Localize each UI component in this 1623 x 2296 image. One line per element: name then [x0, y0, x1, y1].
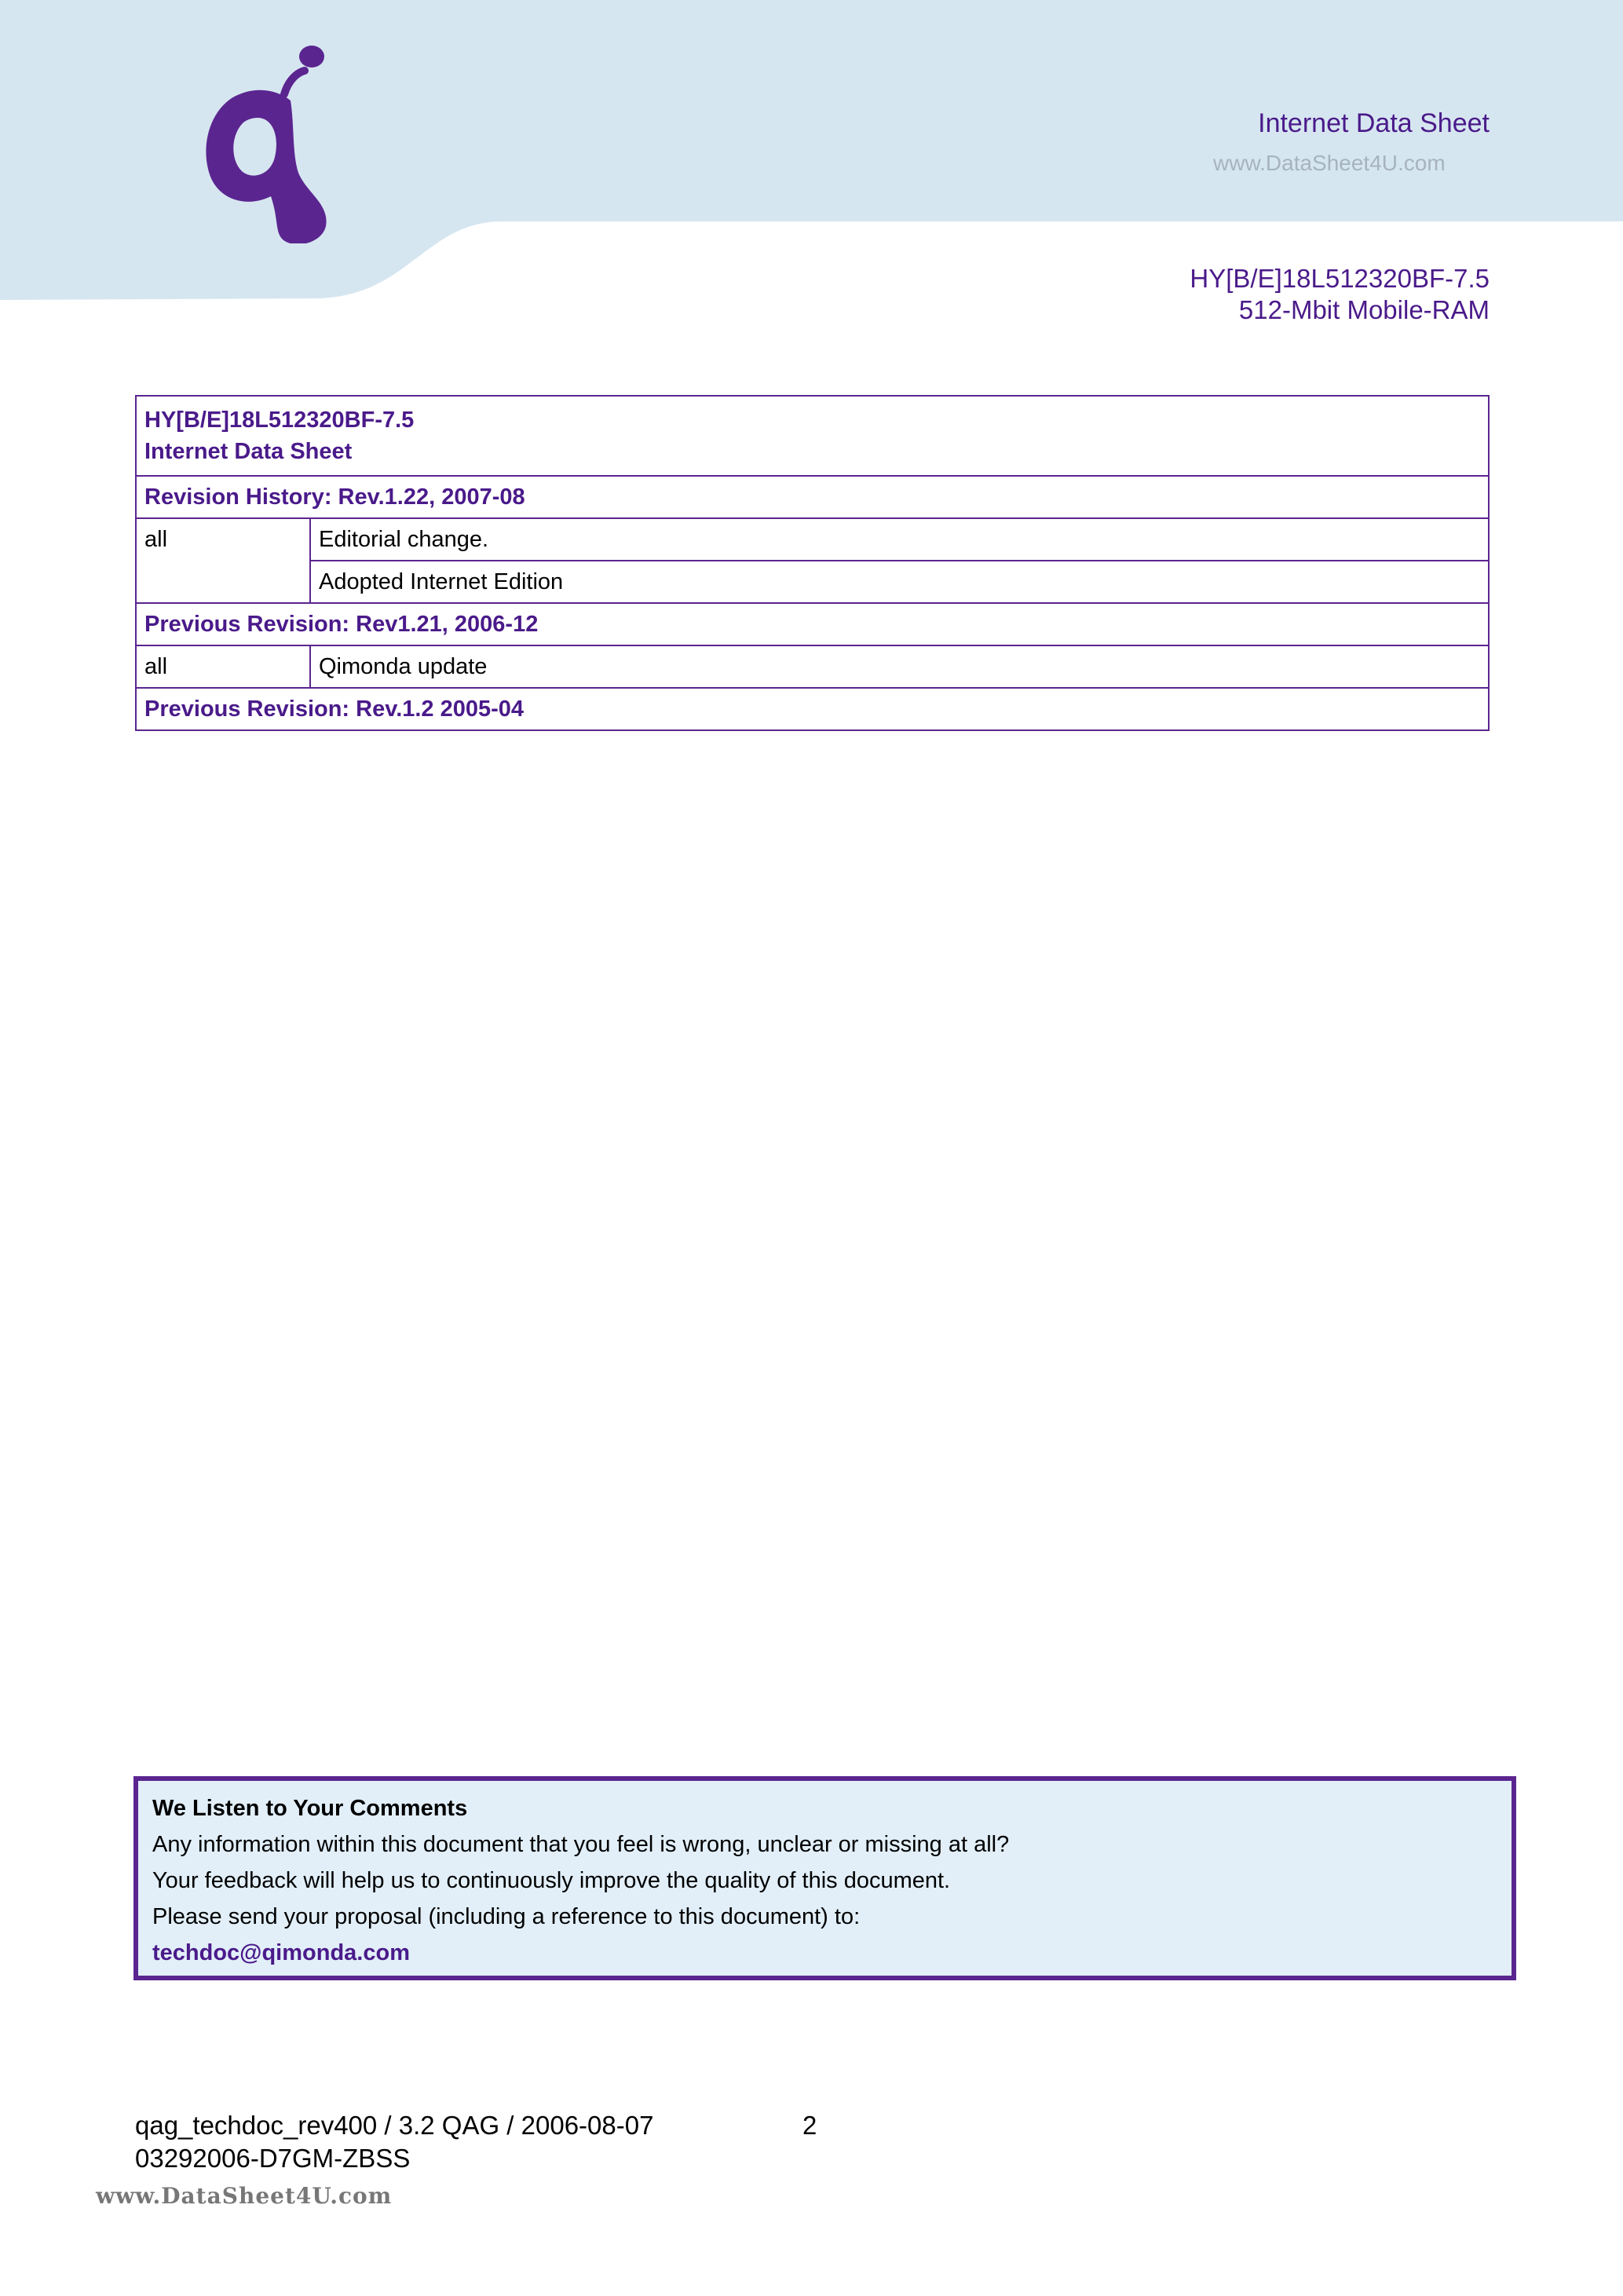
comments-line: Please send your proposal (including a reference to this document) to: — [152, 1904, 861, 1929]
comments-line: Your feedback will help us to continuously improve the quality of this document. — [152, 1868, 951, 1893]
table-row — [136, 645, 1489, 688]
revision-history-table — [135, 395, 1490, 731]
header-watermark: www.DataSheet4U.com — [1213, 151, 1446, 175]
revision-scope-cell: all — [136, 518, 310, 603]
table-title-cell — [136, 396, 1489, 476]
comments-title: We Listen to Your Comments — [152, 1796, 468, 1821]
revision-scope-cell: all — [136, 645, 310, 688]
footer-doc-ref: qag_techdoc_rev400 / 3.2 QAG / 2006-08-07 — [135, 2111, 654, 2140]
comments-box — [133, 1776, 1516, 1980]
comments-line: Any information within this document that you feel is wrong, unclear or missing at all? — [152, 1832, 1010, 1857]
footer-doc-id: 03292006-D7GM-ZBSS — [135, 2144, 411, 2173]
table-row — [136, 688, 1489, 730]
footer-watermark: www.DataSheet4U.com — [96, 2183, 393, 2209]
page-number: 2 — [802, 2111, 817, 2140]
part-number: HY[B/E]18L512320BF-7.5 — [1190, 264, 1490, 293]
revision-change-cell: Adopted Internet Edition — [310, 561, 1489, 603]
previous-revision-heading: Previous Revision: Rev1.21, 2006-12 — [136, 603, 1489, 645]
feedback-email-link[interactable]: techdoc@qimonda.com — [152, 1940, 410, 1965]
header-doc-type: Internet Data Sheet — [1258, 108, 1490, 138]
table-row — [136, 476, 1489, 518]
qimonda-logo-icon — [196, 39, 338, 243]
previous-revision-heading: Previous Revision: Rev.1.2 2005-04 — [136, 688, 1489, 730]
table-title-row — [136, 396, 1489, 476]
revision-change-cell: Qimonda update — [310, 645, 1489, 688]
table-row — [136, 518, 1489, 561]
table-title-part-number: HY[B/E]18L512320BF-7.5 — [144, 408, 415, 433]
table-row — [136, 561, 1489, 603]
table-row — [136, 603, 1489, 645]
part-description: 512-Mbit Mobile-RAM — [1238, 295, 1490, 324]
table-title-doc-type: Internet Data Sheet — [144, 439, 353, 465]
revision-history-heading: Revision History: Rev.1.22, 2007-08 — [136, 476, 1489, 518]
revision-change-cell: Editorial change. — [310, 518, 1489, 561]
